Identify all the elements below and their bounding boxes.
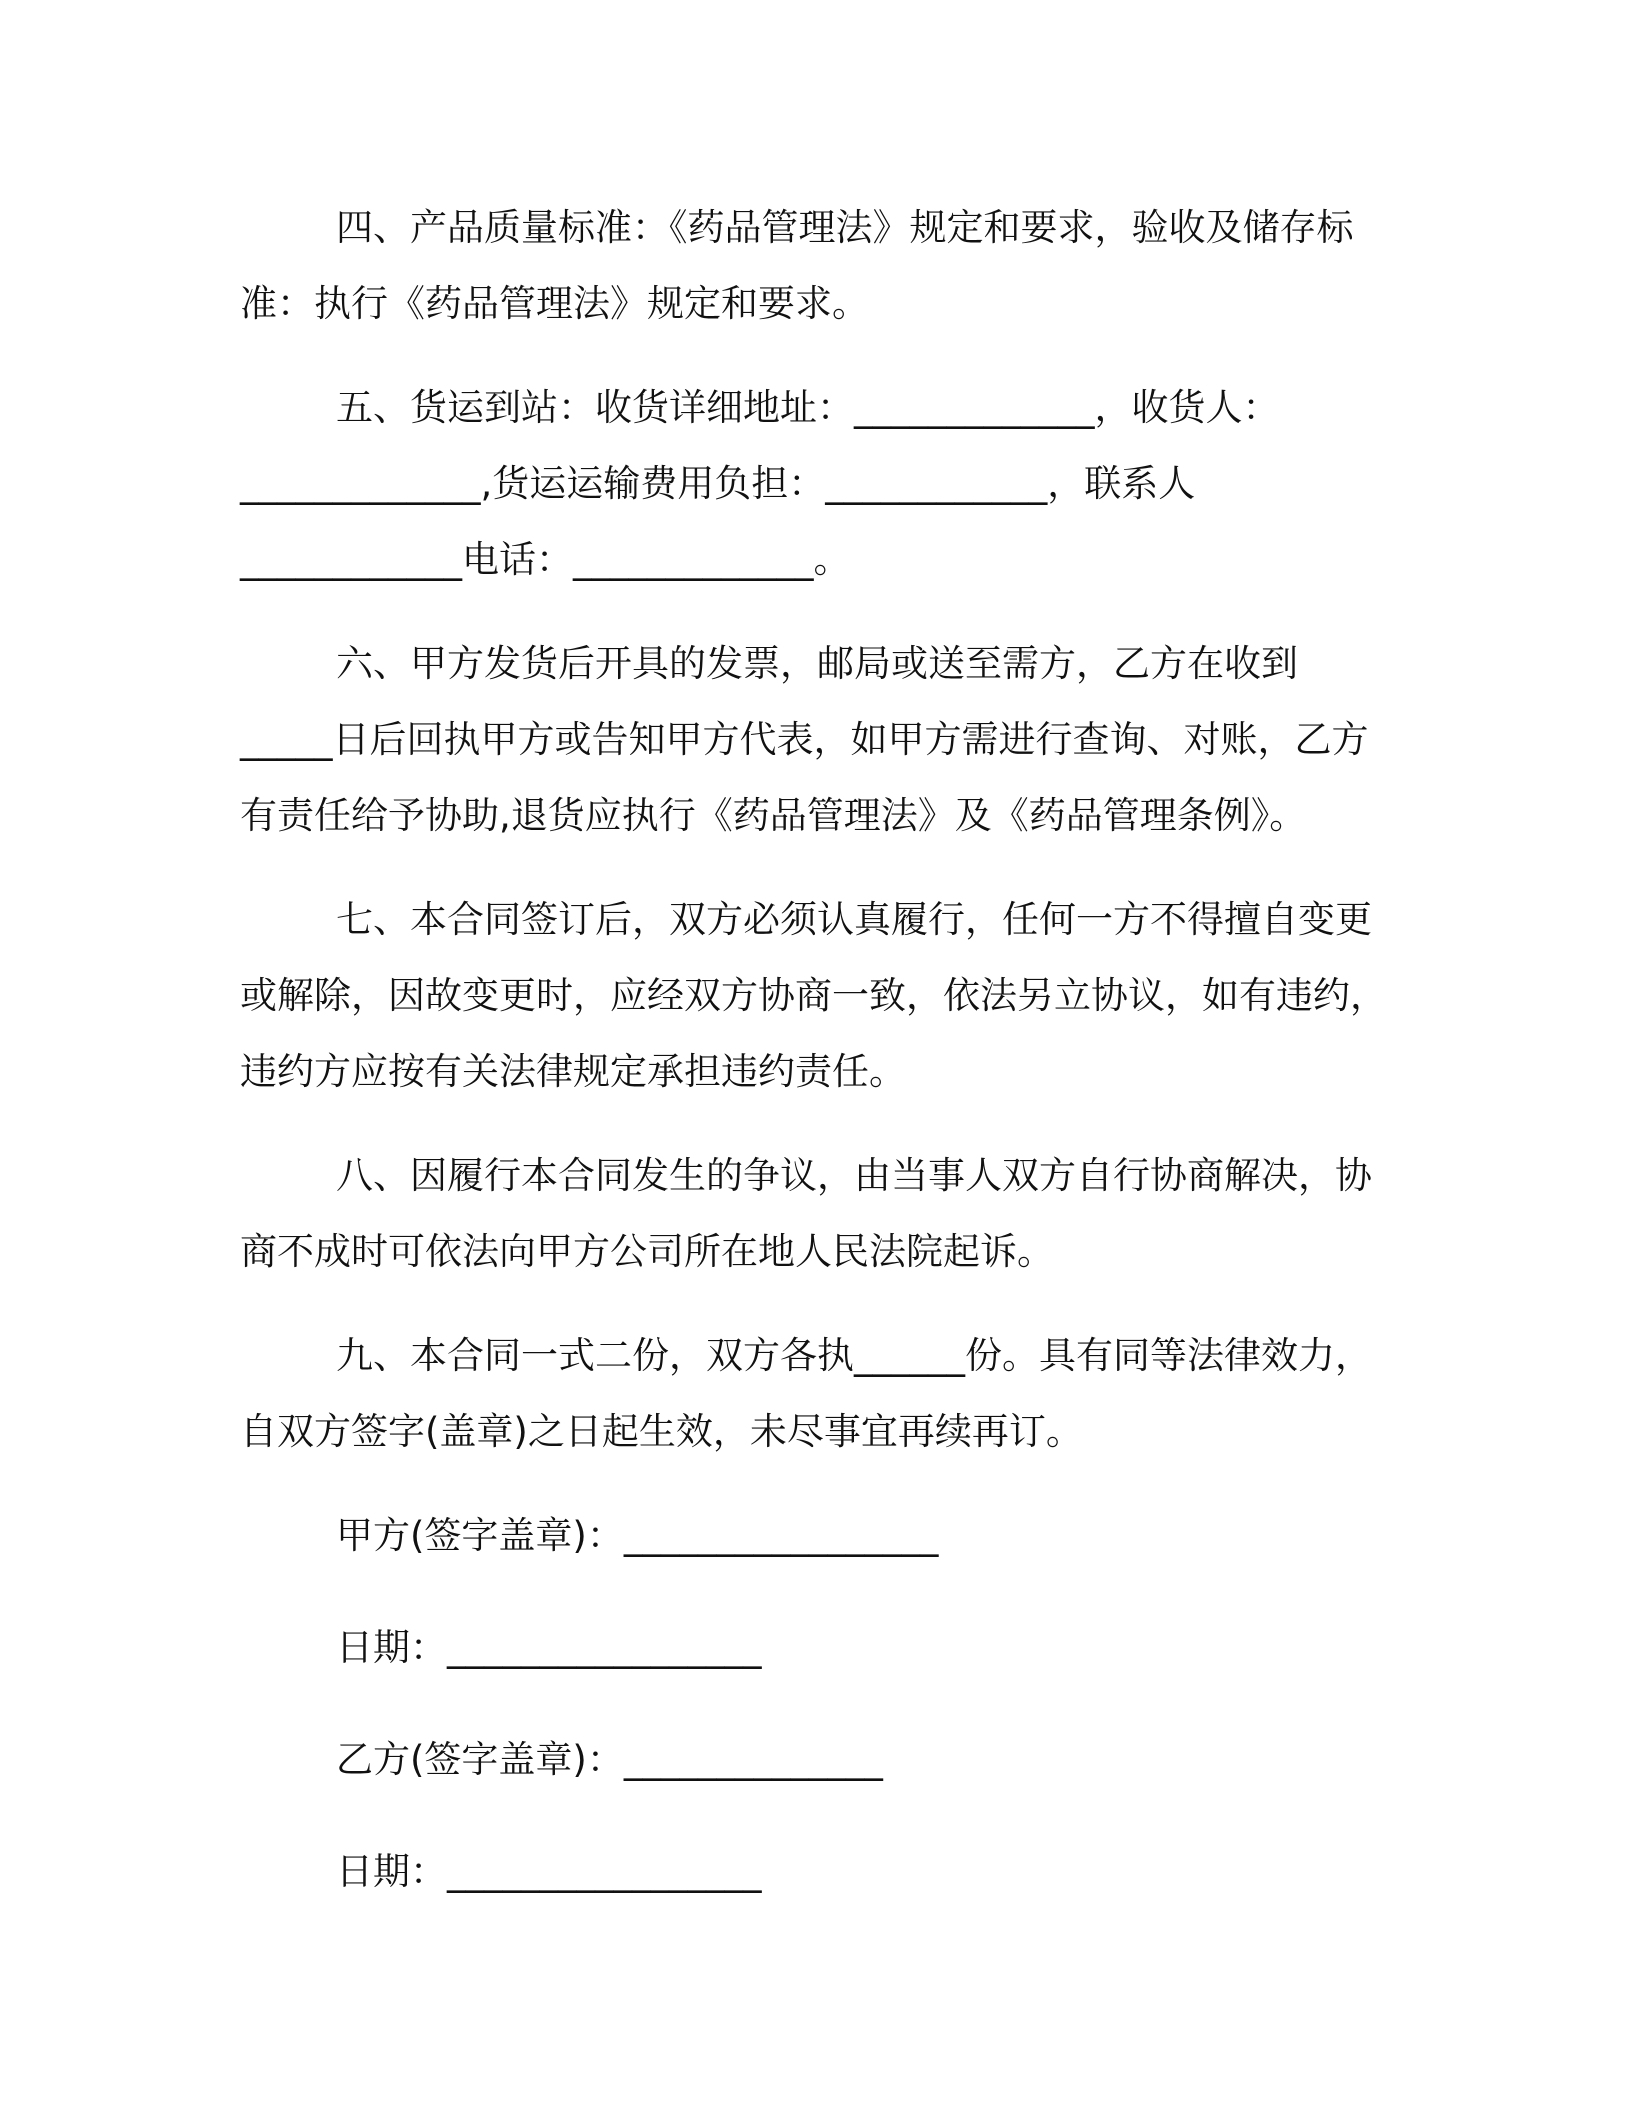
clause-line: 七、本合同签订后，双方必须认真履行，任何一方不得擅自变更 <box>336 898 1372 941</box>
clause-line: ____________电话：_____________。 <box>240 538 851 581</box>
clause-line: 五、货运到站：收货详细地址：_____________，收货人： <box>336 386 1280 429</box>
clause-five <box>240 370 1400 598</box>
clause-line: 九、本合同一式二份，双方各执______份。具有同等法律效力， <box>336 1334 1372 1377</box>
party-a-signature-line: 甲方(签字盖章)：_________________ <box>336 1514 939 1557</box>
clause-six <box>240 626 1400 854</box>
clause-line: _____日后回执甲方或告知甲方代表，如甲方需进行查询、对账，乙方 <box>240 718 1369 761</box>
party-b-signature-line: 乙方(签字盖章)：______________ <box>336 1738 883 1781</box>
clause-line: 自双方签字(盖章)之日起生效，未尽事宜再续再订。 <box>240 1410 1083 1453</box>
contract-page <box>240 190 1400 1946</box>
clause-nine <box>240 1318 1400 1470</box>
clause-eight <box>240 1138 1400 1290</box>
party-b-date-line: 日期：_________________ <box>336 1850 762 1893</box>
clause-line: 八、因履行本合同发生的争议，由当事人双方自行协商解决，协 <box>336 1154 1372 1197</box>
clause-seven <box>240 882 1400 1110</box>
clause-line: 违约方应按有关法律规定承担违约责任。 <box>240 1050 906 1093</box>
clause-four <box>240 190 1400 342</box>
clause-line: 商不成时可依法向甲方公司所在地人民法院起诉。 <box>240 1230 1054 1273</box>
clause-line: 六、甲方发货后开具的发票，邮局或送至需方，乙方在收到 <box>336 642 1298 685</box>
clause-line: 或解除，因故变更时，应经双方协商一致，依法另立协议，如有违约， <box>240 974 1387 1017</box>
clause-line: _____________,货运运输费用负担：____________，联系人 <box>240 462 1196 505</box>
clause-line: 有责任给予协助,退货应执行《药品管理法》及《药品管理条例》。 <box>240 794 1307 837</box>
clause-line: 准：执行《药品管理法》规定和要求。 <box>240 282 869 325</box>
party-a-date-line: 日期：_________________ <box>336 1626 762 1669</box>
clause-line: 四、产品质量标准：《药品管理法》规定和要求，验收及储存标 <box>336 206 1354 249</box>
